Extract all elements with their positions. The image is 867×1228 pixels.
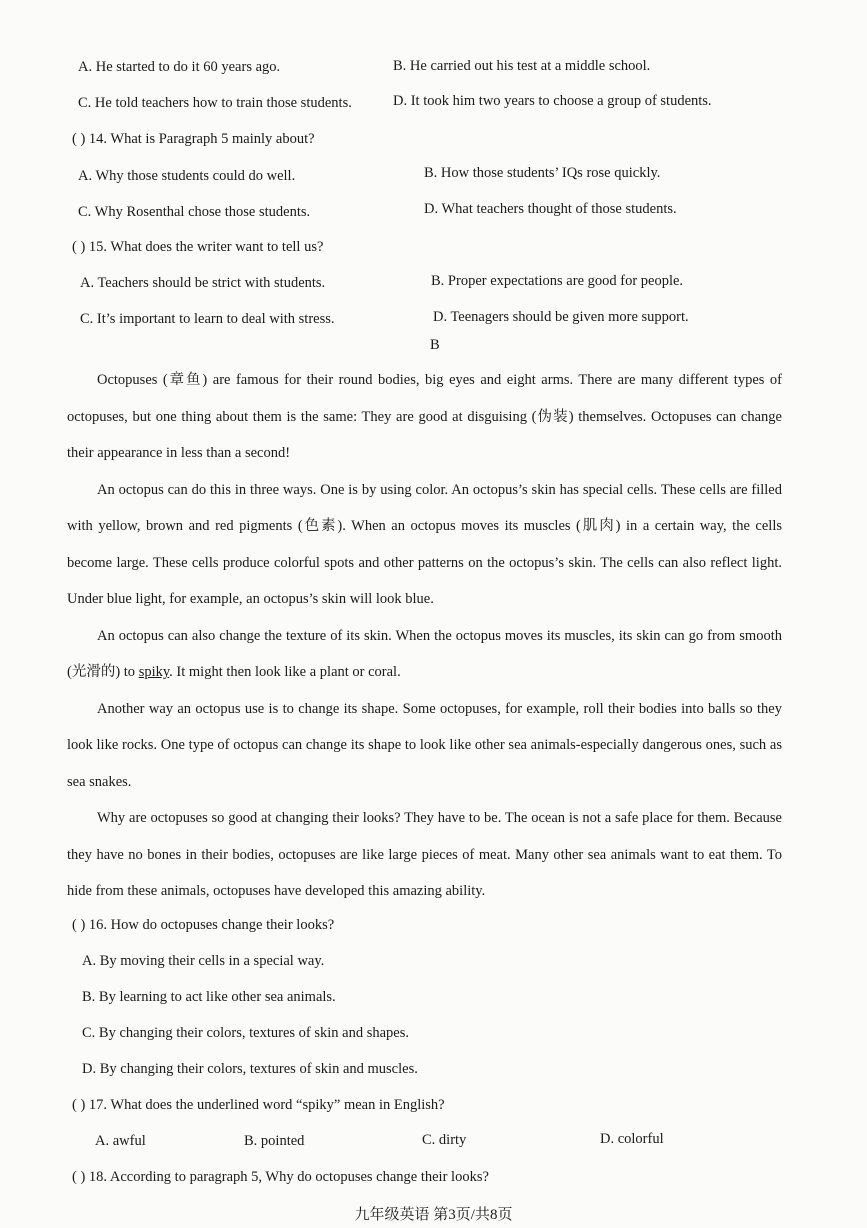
q15-stem: ( ) 15. What does the writer want to tell us? (72, 239, 324, 255)
q16-option-a: A. By moving their cells in a special way. (82, 953, 325, 969)
q15-option-a: A. Teachers should be strict with students. (80, 275, 326, 291)
passage-paragraph-2: An octopus can do this in three ways. One is by using color. An octopus’s skin has special cells. These cells are filled with yellow, brown and red pigments (色素). When an octopus moves its muscles (肌肉) in a certain way, the cells become large. These cells produce colorful spots and other patterns on the octopus’s skin. The cells can also reflect light. Under blue light, for example, an octopus’s skin will look blue. (67, 481, 782, 607)
q15-option-c: C. It’s important to learn to deal with stress. (80, 311, 335, 327)
q17-option-b: B. pointed (244, 1133, 305, 1149)
section-label: B (430, 337, 440, 353)
q14-option-a: A. Why those students could do well. (78, 168, 296, 184)
passage-paragraph-1: Octopuses (章鱼) are famous for their round bodies, big eyes and eight arms. There are many different types of octopuses, but one thing about them is the same: They are good at disguising (伪装) themselves. Octopuses can change their appearance in less than a second! (67, 372, 782, 461)
q14-stem: ( ) 14. What is Paragraph 5 mainly about? (72, 131, 315, 147)
q13-option-a: A. He started to do it 60 years ago. (78, 59, 281, 75)
q18-stem: ( ) 18. According to paragraph 5, Why do octopuses change their looks? (72, 1169, 489, 1185)
passage-paragraph-3 (67, 618, 782, 691)
q15-option-d: D. Teenagers should be given more support. (433, 309, 689, 325)
paragraph-3-text-start: An octopus can also change the texture of its skin. When the octopus moves its muscles, its skin can go from smooth (光滑的) to (67, 627, 782, 680)
q17-option-c: C. dirty (422, 1132, 467, 1148)
q17-stem: ( ) 17. What does the underlined word “spiky” mean in English? (72, 1097, 445, 1113)
q13-option-d: D. It took him two years to choose a group of students. (393, 93, 712, 109)
q14-option-c: C. Why Rosenthal chose those students. (78, 204, 311, 220)
q13-option-c: C. He told teachers how to train those students. (78, 95, 352, 111)
q16-option-c: C. By changing their colors, textures of skin and shapes. (82, 1025, 409, 1041)
q15-option-b: B. Proper expectations are good for people. (431, 273, 684, 289)
q16-option-d: D. By changing their colors, textures of skin and muscles. (82, 1061, 418, 1077)
q17-option-d: D. colorful (600, 1131, 664, 1147)
q16-option-b: B. By learning to act like other sea animals. (82, 989, 336, 1005)
passage (67, 362, 782, 910)
page-footer: 九年级英语 第3页/共8页 (354, 1207, 513, 1223)
passage-paragraph-5: Why are octopuses so good at changing their looks? They have to be. The ocean is not a safe place for them. Because they have no bones in their bodies, octopuses are like large pieces of meat. Many other sea animals want to eat them. To hide from these animals, octopuses have developed this amazing ability. (67, 810, 782, 899)
underlined-word-spiky: spiky (138, 664, 170, 680)
paragraph-3-text-end: . It might then look like a plant or coral. (169, 664, 401, 680)
q14-option-d: D. What teachers thought of those students. (424, 201, 677, 217)
q14-option-b: B. How those students’ IQs rose quickly. (424, 165, 661, 181)
q17-option-a: A. awful (95, 1133, 146, 1149)
q13-option-b: B. He carried out his test at a middle school. (393, 58, 651, 74)
q16-stem: ( ) 16. How do octopuses change their looks? (72, 917, 335, 933)
passage-paragraph-4: Another way an octopus use is to change its shape. Some octopuses, for example, roll their bodies into balls so they look like rocks. One type of octopus can change its shape to look like other sea animals-especially dangerous ones, such as sea snakes. (67, 700, 782, 790)
